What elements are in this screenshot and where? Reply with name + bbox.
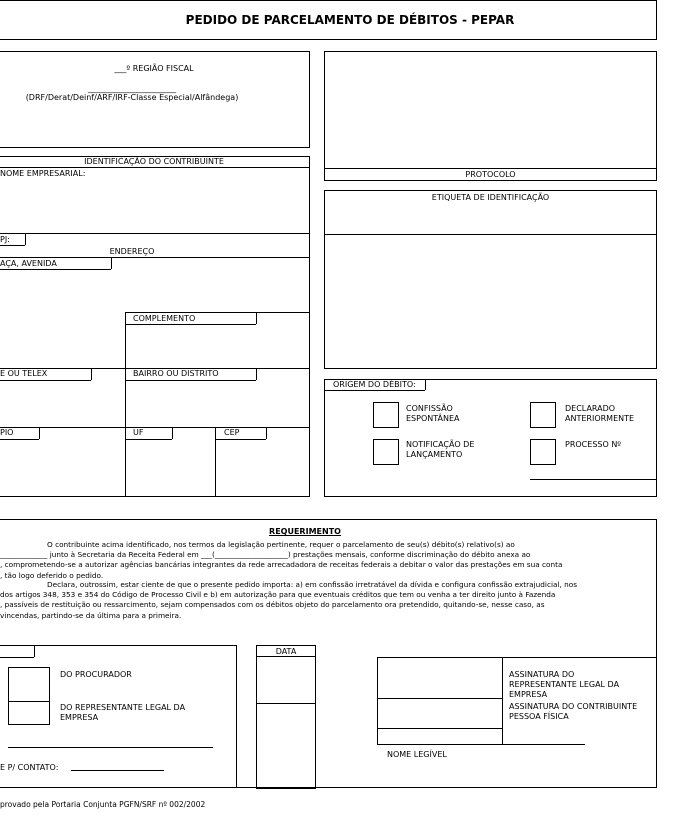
- cep-label: CEP: [224, 428, 240, 437]
- processo-label: PROCESSO Nº: [565, 440, 622, 449]
- regiao-fiscal-label: ___º REGIÃO FISCAL: [114, 64, 194, 73]
- data-label: DATA: [275, 647, 297, 656]
- procurador-label: DO PROCURADOR: [60, 670, 132, 679]
- confissao-espontanea-label-1: CONFISSÃO: [406, 404, 453, 413]
- declarado-anteriormente-label-2: ANTERIORMENTE: [565, 414, 635, 423]
- data-box: [256, 645, 316, 789]
- notificacao-lancamento-label-2: LANÇAMENTO: [406, 450, 463, 459]
- footer-note: provado pela Portaria Conjunta PGFN/SRF nº 002/2002: [0, 800, 206, 809]
- representante-legal-label-1: DO REPRESENTANTE LEGAL DA: [60, 703, 186, 712]
- endereco-label: ENDEREÇO: [109, 247, 155, 256]
- requerimento-paragraph-1: O contribuinte acima identificado, nos termos da legislação pertinente, requer o parcelamento de seu(s) débito(s) relativo(s) ao _____________ junto à Secretaria da Receita Federal em ___(____________________) prestações mensais, conforme discriminação do débito anexa ao , comprometendo-se a autorizar agências bancárias integrantes da rede arrecadadora de receitas federais a debitar o valor das prestações em sua conta , tão logo deferido o pedido.: [0, 540, 563, 580]
- notificacao-lancamento-label-1: NOTIFICAÇÃO DE: [406, 440, 475, 449]
- confissao-espontanea-label-2: ESPONTÂNEA: [406, 414, 460, 423]
- confissao-espontanea-checkbox[interactable]: [373, 402, 399, 428]
- identificacao-section-label: IDENTIFICAÇÃO DO CONTRIBUINTE: [84, 157, 224, 166]
- bairro-label: BAIRRO OU DISTRITO: [133, 369, 219, 378]
- processo-number-line[interactable]: [530, 479, 657, 480]
- assinatura-contribuinte-line[interactable]: [377, 728, 502, 729]
- processo-checkbox[interactable]: [530, 439, 556, 465]
- uf-label: UF: [133, 428, 144, 437]
- nome-legivel-line[interactable]: [377, 744, 585, 745]
- page-title: PEDIDO DE PARCELAMENTO DE DÉBITOS - PEPAR: [185, 13, 515, 27]
- assinatura-contribuinte-label-1: ASSINATURA DO CONTRIBUINTE: [509, 702, 638, 711]
- assinatura-representante-label-1: ASSINATURA DO: [509, 670, 575, 679]
- complemento-label: COMPLEMENTO: [133, 314, 196, 323]
- nome-legivel-label: NOME LEGÍVEL: [387, 750, 447, 759]
- identificacao-box: [0, 156, 310, 497]
- regiao-fiscal-orgaos: (DRF/Derat/Deinf/ARF/IRF-Classe Especial/Alfândega): [25, 93, 239, 102]
- nome-line[interactable]: [8, 747, 213, 748]
- procurador-checkbox[interactable]: [8, 667, 50, 702]
- protocolo-label: PROTOCOLO: [465, 170, 516, 179]
- declarado-anteriormente-label-1: DECLARADO: [565, 404, 616, 413]
- telefone-contato-label: E P/ CONTATO:: [0, 763, 59, 772]
- assinatura-representante-label-2: REPRESENTANTE LEGAL DA: [509, 680, 620, 689]
- telefone-contato-line[interactable]: [71, 770, 164, 771]
- assinatura-representante-label-3: EMPRESA: [509, 690, 548, 699]
- protocolo-box: [324, 51, 657, 181]
- logradouro-label: AÇA, AVENIDA: [0, 259, 57, 268]
- origem-section-label: ORIGEM DO DÉBITO:: [333, 380, 416, 389]
- etiqueta-label: ETIQUETA DE IDENTIFICAÇÃO: [431, 193, 550, 202]
- notificacao-lancamento-checkbox[interactable]: [373, 439, 399, 465]
- assinatura-representante-line[interactable]: [377, 698, 502, 699]
- requerimento-title: REQUERIMENTO: [269, 527, 341, 536]
- telefone-label: E OU TELEX: [0, 369, 48, 378]
- etiqueta-box: [324, 190, 657, 369]
- cnpj-label: PJ:: [0, 235, 10, 244]
- regiao-fiscal-blank: ______________________: [88, 84, 176, 93]
- municipio-label: PIO: [0, 428, 14, 437]
- requerimento-paragraph-2: Declara, outrossim, estar ciente de que o presente pedido importa: a) em confissão irretratável da dívida e configura confissão extrajudicial, nos dos artigos 348, 353 e 354 do Código de Processo Civil e b) em autorização para que eventuais créditos que tem ou venha a ter direito junto à Fazenda , passíveis de restituição ou ressarcimento, sejam compensados com os débitos objeto do parcelamento ora pretendido, quitando-se, nesse caso, as vincendas, partindo-se da última para a primeira.: [0, 580, 578, 620]
- declarado-anteriormente-checkbox[interactable]: [530, 402, 556, 428]
- representante-legal-label-2: EMPRESA: [60, 713, 99, 722]
- representante-legal-checkbox[interactable]: [8, 701, 50, 725]
- assinatura-contribuinte-label-2: PESSOA FÍSICA: [509, 712, 569, 721]
- nome-empresarial-label: NOME EMPRESARIAL:: [0, 169, 86, 178]
